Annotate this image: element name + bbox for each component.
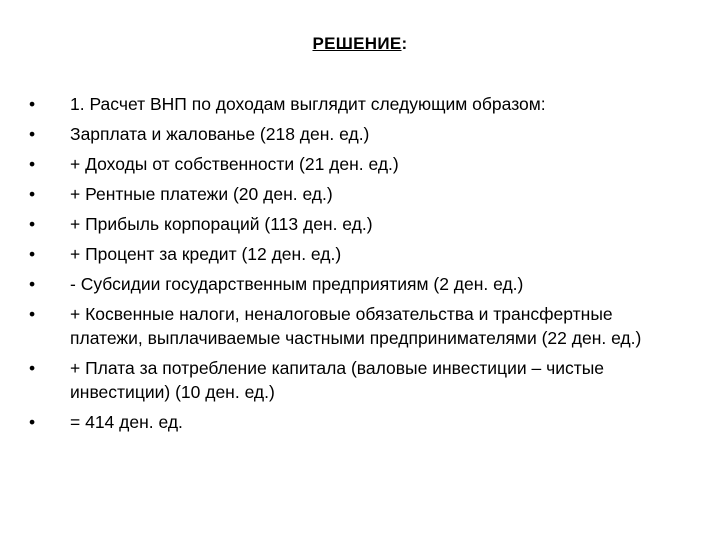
list-item-text: + Плата за потребление капитала (валовые инвестиции – чистые инвестиции) (10 ден. ед.) [70,358,605,402]
list-item-text: + Доходы от собственности (21 ден. ед.) [70,154,399,174]
list-item-text: + Прибыль корпораций (113 ден. ед.) [70,214,373,234]
list-item-text: 1. Расчет ВНП по доходам выглядит следующим образом: [70,94,546,114]
slide-title [0,33,720,55]
bullet-icon: • [29,184,36,204]
list-item [29,182,689,206]
bullet-icon: • [29,358,36,378]
list-item [29,212,689,236]
bullet-icon: • [29,274,36,294]
slide-title-colon: : [401,34,408,53]
list-item [29,122,689,146]
list-item [29,410,689,434]
bullet-icon: • [29,244,36,264]
bullet-icon: • [29,124,36,144]
bullet-icon: • [29,154,36,174]
bullet-icon: • [29,94,36,114]
list-item [29,242,689,266]
bullet-icon: • [29,412,36,432]
list-item-text: = 414 ден. ед. [70,412,183,432]
list-item [29,302,689,350]
list-item-text: + Рентные платежи (20 ден. ед.) [70,184,333,204]
list-item [29,152,689,176]
bullet-icon: • [29,214,36,234]
list-item [29,272,689,296]
slide-title-text: РЕШЕНИЕ [312,34,402,53]
bullet-icon: • [29,304,36,324]
list-item [29,92,689,116]
list-item-text: + Процент за кредит (12 ден. ед.) [70,244,342,264]
list-item-text: + Косвенные налоги, неналоговые обязательства и трансфертные платежи, выплачиваемые частными предпринимателями (22 ден. ед.) [70,304,642,348]
list-item-text: Зарплата и жалованье (218 ден. ед.) [70,124,370,144]
list-item-text: - Субсидии государственным предприятиям (2 ден. ед.) [70,274,524,294]
solution-list [29,92,689,440]
list-item [29,356,689,404]
